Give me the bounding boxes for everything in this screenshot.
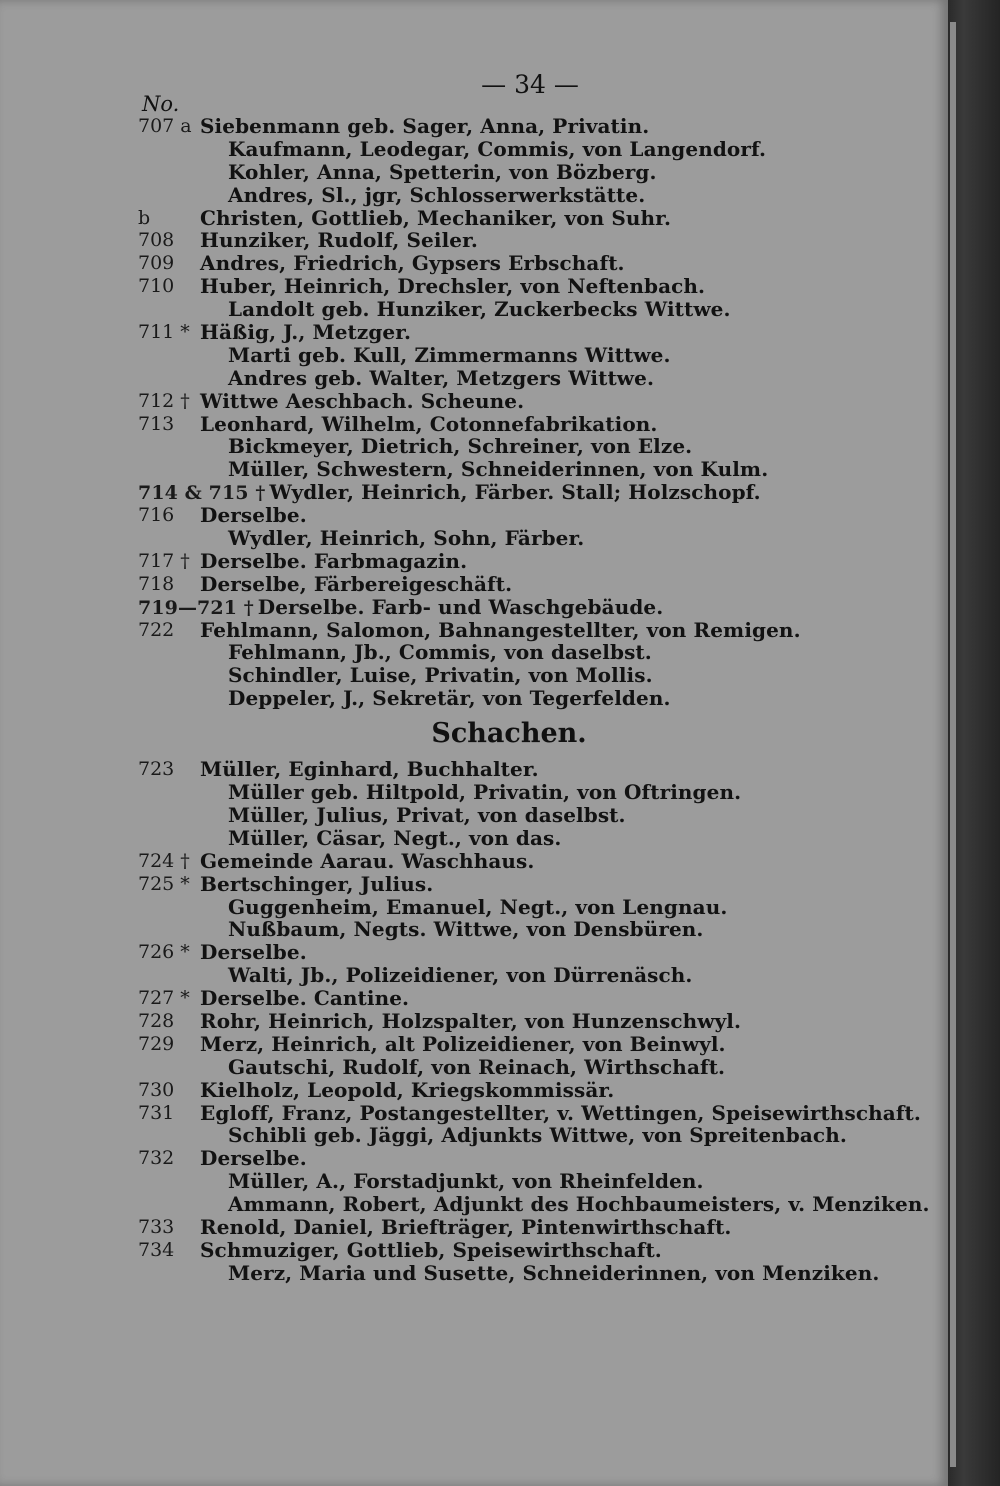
entry-row: [0, 367, 948, 390]
entry-row: [0, 573, 948, 596]
entry-text: Kielholz, Leopold, Kriegskommissär.: [200, 1077, 615, 1102]
entry-row: [0, 161, 948, 184]
entry-row: [0, 596, 948, 619]
entry-text: Müller, Eginhard, Buchhalter.: [200, 757, 539, 782]
entry-text: Leonhard, Wilhelm, Cotonnefabrikation.: [200, 411, 658, 436]
page-number: — 34 —: [481, 70, 579, 99]
entry-row: [0, 207, 948, 230]
entry-number: 731: [138, 1101, 175, 1124]
entry-text-body: Wydler, Heinrich, Färber. Stall; Holzschopf.: [269, 480, 761, 505]
entry-text: Deppeler, J., Sekretär, von Tegerfelden.: [228, 686, 671, 711]
entry-row: [0, 413, 948, 436]
section-heading: Schachen.: [431, 718, 587, 750]
entry-number: 708: [138, 229, 175, 252]
entry-number: 722: [138, 618, 175, 641]
entry-text: Gautschi, Rudolf, von Reinach, Wirthschaft.: [228, 1054, 726, 1079]
entry-text: Egloff, Franz, Postangestellter, v. Wettingen, Speisewirthschaft.: [200, 1100, 921, 1125]
entry-text: Müller, Cäsar, Negt., von das.: [228, 825, 562, 850]
entry-list: [0, 115, 948, 1285]
entry-text: Müller, Schwestern, Schneiderinnen, von Kulm.: [228, 457, 769, 482]
entry-text: Derselbe. Cantine.: [200, 986, 410, 1011]
entry-row: [0, 781, 948, 804]
entry-row: [0, 252, 948, 275]
book-edge: [948, 0, 1000, 1486]
entry-row: [0, 1239, 948, 1262]
entry-text: Müller, Julius, Privat, von daselbst.: [228, 802, 626, 827]
entry-row: [0, 275, 948, 298]
entry-row: [0, 664, 948, 687]
entry-number: 711 *: [138, 321, 190, 344]
entry-text: Müller, A., Forstadjunkt, von Rheinfelden.: [228, 1169, 704, 1194]
entry-row: [0, 321, 948, 344]
entry-row: [0, 641, 948, 664]
entry-text: Kaufmann, Leodegar, Commis, von Langendorf.: [228, 136, 767, 161]
entry-row: [0, 390, 948, 413]
entry-text: Andres, Friedrich, Gypsers Erbschaft.: [200, 251, 625, 276]
entry-text: Derselbe, Färbereigeschäft.: [200, 571, 513, 596]
entry-row: [0, 873, 948, 896]
entry-number: 727 *: [138, 987, 190, 1010]
entry-row: [0, 1262, 948, 1285]
entry-number: 714 & 715 †: [138, 482, 266, 505]
entry-row: [0, 435, 948, 458]
entry-row: [0, 1033, 948, 1056]
entry-text: Hunziker, Rudolf, Seiler.: [200, 228, 478, 253]
entry-number: 729: [138, 1032, 175, 1055]
entry-row: [0, 964, 948, 987]
entry-text: Kohler, Anna, Spetterin, von Bözberg.: [228, 159, 657, 184]
entry-row: [0, 1193, 948, 1216]
entry-row: [0, 987, 948, 1010]
entry-row: [0, 115, 948, 138]
entry-row: [0, 896, 948, 919]
entry-row: [0, 550, 948, 573]
entry-row: [0, 527, 948, 550]
entry-text: Schindler, Luise, Privatin, von Mollis.: [228, 663, 653, 688]
entry-text: Christen, Gottlieb, Mechaniker, von Suhr.: [200, 205, 672, 230]
entry-text: Wydler, Heinrich, Sohn, Färber.: [228, 526, 585, 551]
entry-text: Landolt geb. Hunziker, Zuckerbecks Wittwe.: [228, 297, 731, 322]
entry-text: Merz, Heinrich, alt Polizeidiener, von Beinwyl.: [200, 1031, 726, 1056]
entry-text: Derselbe.: [200, 940, 307, 965]
entry-row: [0, 504, 948, 527]
entry-text: [138, 481, 761, 505]
entry-text: Nußbaum, Negts. Wittwe, von Densbüren.: [228, 917, 704, 942]
entry-text: [138, 596, 663, 620]
column-label: No.: [142, 92, 180, 116]
entry-number: 707 a: [138, 115, 192, 137]
entry-number: 709: [138, 252, 175, 275]
entry-number: 712 †: [138, 389, 190, 412]
entry-row: [0, 827, 948, 850]
entry-number: 730: [138, 1078, 175, 1101]
entry-number: 718: [138, 572, 175, 595]
entry-text: Wittwe Aeschbach. Scheune.: [200, 388, 525, 413]
entry-text: Fehlmann, Jb., Commis, von daselbst.: [228, 640, 652, 665]
entry-number: 710: [138, 275, 175, 298]
entry-number: 719—721 †: [138, 596, 254, 619]
entry-number: 733: [138, 1215, 175, 1238]
entry-text: Huber, Heinrich, Drechsler, von Neftenbach.: [200, 274, 706, 299]
entry-number: 724 †: [138, 849, 190, 872]
entry-text: Ammann, Robert, Adjunkt des Hochbaumeisters, v. Menziken.: [228, 1192, 930, 1217]
entry-text: Gemeinde Aarau. Waschhaus.: [200, 848, 535, 873]
entry-row: [0, 1010, 948, 1033]
entry-text: Derselbe. Farbmagazin.: [200, 548, 468, 573]
entry-row: [0, 758, 948, 781]
entry-row: [0, 1170, 948, 1193]
entry-text: Bertschinger, Julius.: [200, 871, 434, 896]
entry-text: Marti geb. Kull, Zimmermanns Wittwe.: [228, 342, 671, 367]
entry-text: Walti, Jb., Polizeidiener, von Dürrenäsch.: [228, 963, 693, 988]
entry-row: [0, 1124, 948, 1147]
entry-row: [0, 941, 948, 964]
entry-text: Häßig, J., Metzger.: [200, 320, 412, 345]
entry-text: Müller geb. Hiltpold, Privatin, von Oftringen.: [228, 780, 742, 805]
entry-text-body: Derselbe. Farb- und Waschgebäude.: [257, 594, 664, 619]
entry-number: 716: [138, 504, 175, 527]
entry-row: [0, 804, 948, 827]
entry-row: [0, 184, 948, 207]
page-edge-strip: [950, 22, 956, 1467]
entry-text: Schibli geb. Jäggi, Adjunkts Wittwe, von Spreitenbach.: [228, 1123, 847, 1148]
entry-row: [0, 1102, 948, 1125]
entry-row: [0, 138, 948, 161]
entry-text: Guggenheim, Emanuel, Negt., von Lengnau.: [228, 894, 728, 919]
entry-text: Schmuziger, Gottlieb, Speisewirthschaft.: [200, 1237, 662, 1262]
entry-number: 723: [138, 758, 175, 781]
entry-number: 732: [138, 1147, 175, 1170]
entry-row: [0, 458, 948, 481]
entry-row: [0, 1079, 948, 1102]
entry-text: Siebenmann geb. Sager, Anna, Privatin.: [200, 114, 650, 138]
entry-row: [0, 850, 948, 873]
entry-number: 726 *: [138, 941, 190, 964]
entry-number: b: [138, 206, 151, 229]
entry-text: Fehlmann, Salomon, Bahnangestellter, von Remigen.: [200, 617, 801, 642]
entry-row: [0, 229, 948, 252]
entry-text: Andres geb. Walter, Metzgers Wittwe.: [228, 365, 655, 390]
entry-text: Andres, Sl., jgr, Schlosserwerkstätte.: [228, 182, 646, 207]
entry-row: [0, 918, 948, 941]
entry-row: [0, 1147, 948, 1170]
entry-text: Renold, Daniel, Briefträger, Pintenwirthschaft.: [200, 1214, 732, 1239]
entry-row: [0, 481, 948, 504]
entry-number: 713: [138, 412, 175, 435]
entry-number: 725 *: [138, 872, 190, 895]
entry-number: 734: [138, 1238, 175, 1261]
entry-number: 728: [138, 1009, 175, 1032]
entry-text: Rohr, Heinrich, Holzspalter, von Hunzenschwyl.: [200, 1008, 742, 1033]
entry-text: Derselbe.: [200, 1146, 307, 1171]
entry-number: 717 †: [138, 549, 190, 572]
entry-row: [0, 1056, 948, 1079]
entry-row: [0, 1216, 948, 1239]
entry-text: Merz, Maria und Susette, Schneiderinnen, von Menziken.: [228, 1260, 880, 1285]
entry-row: [0, 619, 948, 642]
entry-row: [0, 298, 948, 321]
entry-text: Bickmeyer, Dietrich, Schreiner, von Elze.: [228, 434, 693, 459]
entry-row: [0, 687, 948, 710]
entry-row: [0, 344, 948, 367]
entry-text: Derselbe.: [200, 503, 307, 528]
